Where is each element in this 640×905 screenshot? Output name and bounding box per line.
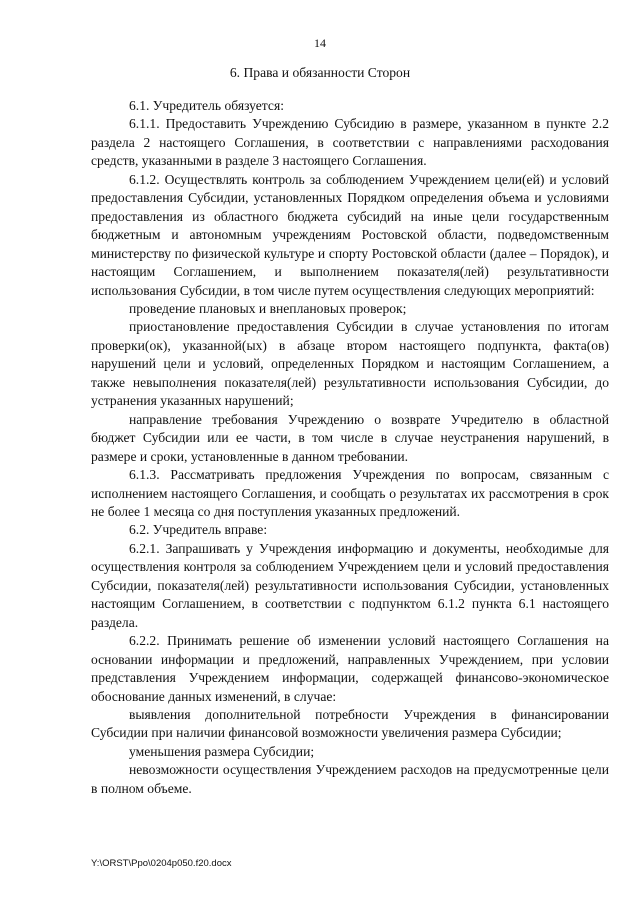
paragraph-reduction: уменьшения размера Субсидии; xyxy=(129,743,315,759)
paragraph-impossibility: невозможности осуществления Учреждением расходов на предусмотренные цели в полном объеме. xyxy=(91,762,609,796)
paragraph-6-2-2: 6.2.2. Принимать решение об изменении условий настоящего Соглашения на основании информации и предложений, направленных Учреждением, при условии представления Учреждением информации, содержащей финансово-экономическое обоснование данных изменений, в случае: xyxy=(91,633,609,704)
paragraph-6-1-3: 6.1.3. Рассматривать предложения Учреждения по вопросам, связанным с исполнением настоящего Соглашения, и сообщать о результатах их рассмотрения в срок не более 1 месяца со дня поступления указанных предложений. xyxy=(91,467,609,519)
paragraph-6-1-1: 6.1.1. Предоставить Учреждению Субсидию в размере, указанном в пункте 2.2 раздела 2 настоящего Соглашения, в соответствии с направлениями расходования средств, указанными в разделе 3 настоящего Соглашения. xyxy=(91,116,609,169)
paragraph-6-2: 6.2. Учредитель вправе: xyxy=(129,522,268,538)
paragraph-6-1-2: 6.1.2. Осуществлять контроль за соблюдением Учреждением цели(ей) и условий предоставления Субсидии, установленных Порядком определения объема и условиями предоставления из областного бюджета субсидий на иные цели государственным бюджетным и автономным учреждениям Ростовской области, подведомственным министерству по физической культуре и спорту Ростовской области (далее – Порядок), и настоящим Соглашением, и выполнением показателя(лей) результативности использования Субсидии, в том числе путем осуществления следующих мероприятий: xyxy=(91,171,609,298)
footer-file-path: Y:\ORST\Ppo\0204p050.f20.docx xyxy=(91,858,232,869)
section-title: 6. Права и обязанности Сторон xyxy=(229,65,411,80)
paragraph-refund-demand: направление требования Учреждению о возврате Учредителю в областной бюджет Субсидии или ее части, в том числе в случае неустранения нарушений, в размере и сроки, установленные в данном требовании. xyxy=(91,411,609,464)
paragraph-inspections: проведение плановых и внеплановых проверок; xyxy=(129,300,407,316)
paragraph-additional-need: выявления дополнительной потребности Учреждения в финансировании Субсидии при наличии финансовой возможности увеличения размера Субсидии; xyxy=(91,706,609,741)
document-body xyxy=(91,97,609,798)
page-number: 14 xyxy=(314,36,326,50)
paragraph-6-2-1: 6.2.1. Запрашивать у Учреждения информацию и документы, необходимые для осуществления контроля за соблюдением Учреждением цели и условий предоставления Субсидии, показателя(лей) результативности использования Субсидии, установленных настоящим Соглашением, в соответствии с подпунктом 6.1.2 пункта 6.1 настоящего раздела. xyxy=(91,540,609,630)
paragraph-suspension: приостановление предоставления Субсидии в случае установления по итогам проверки(ок), указанной(ых) в абзаце втором настоящего подпункта, факта(ов) нарушений цели и условий, определенных Порядком и настоящим Соглашением, а также невыполнения показателя(лей) результативности использования Субсидии, до устранения указанных нарушений; xyxy=(91,319,609,409)
paragraph-6-1: 6.1. Учредитель обязуется: xyxy=(129,98,284,113)
